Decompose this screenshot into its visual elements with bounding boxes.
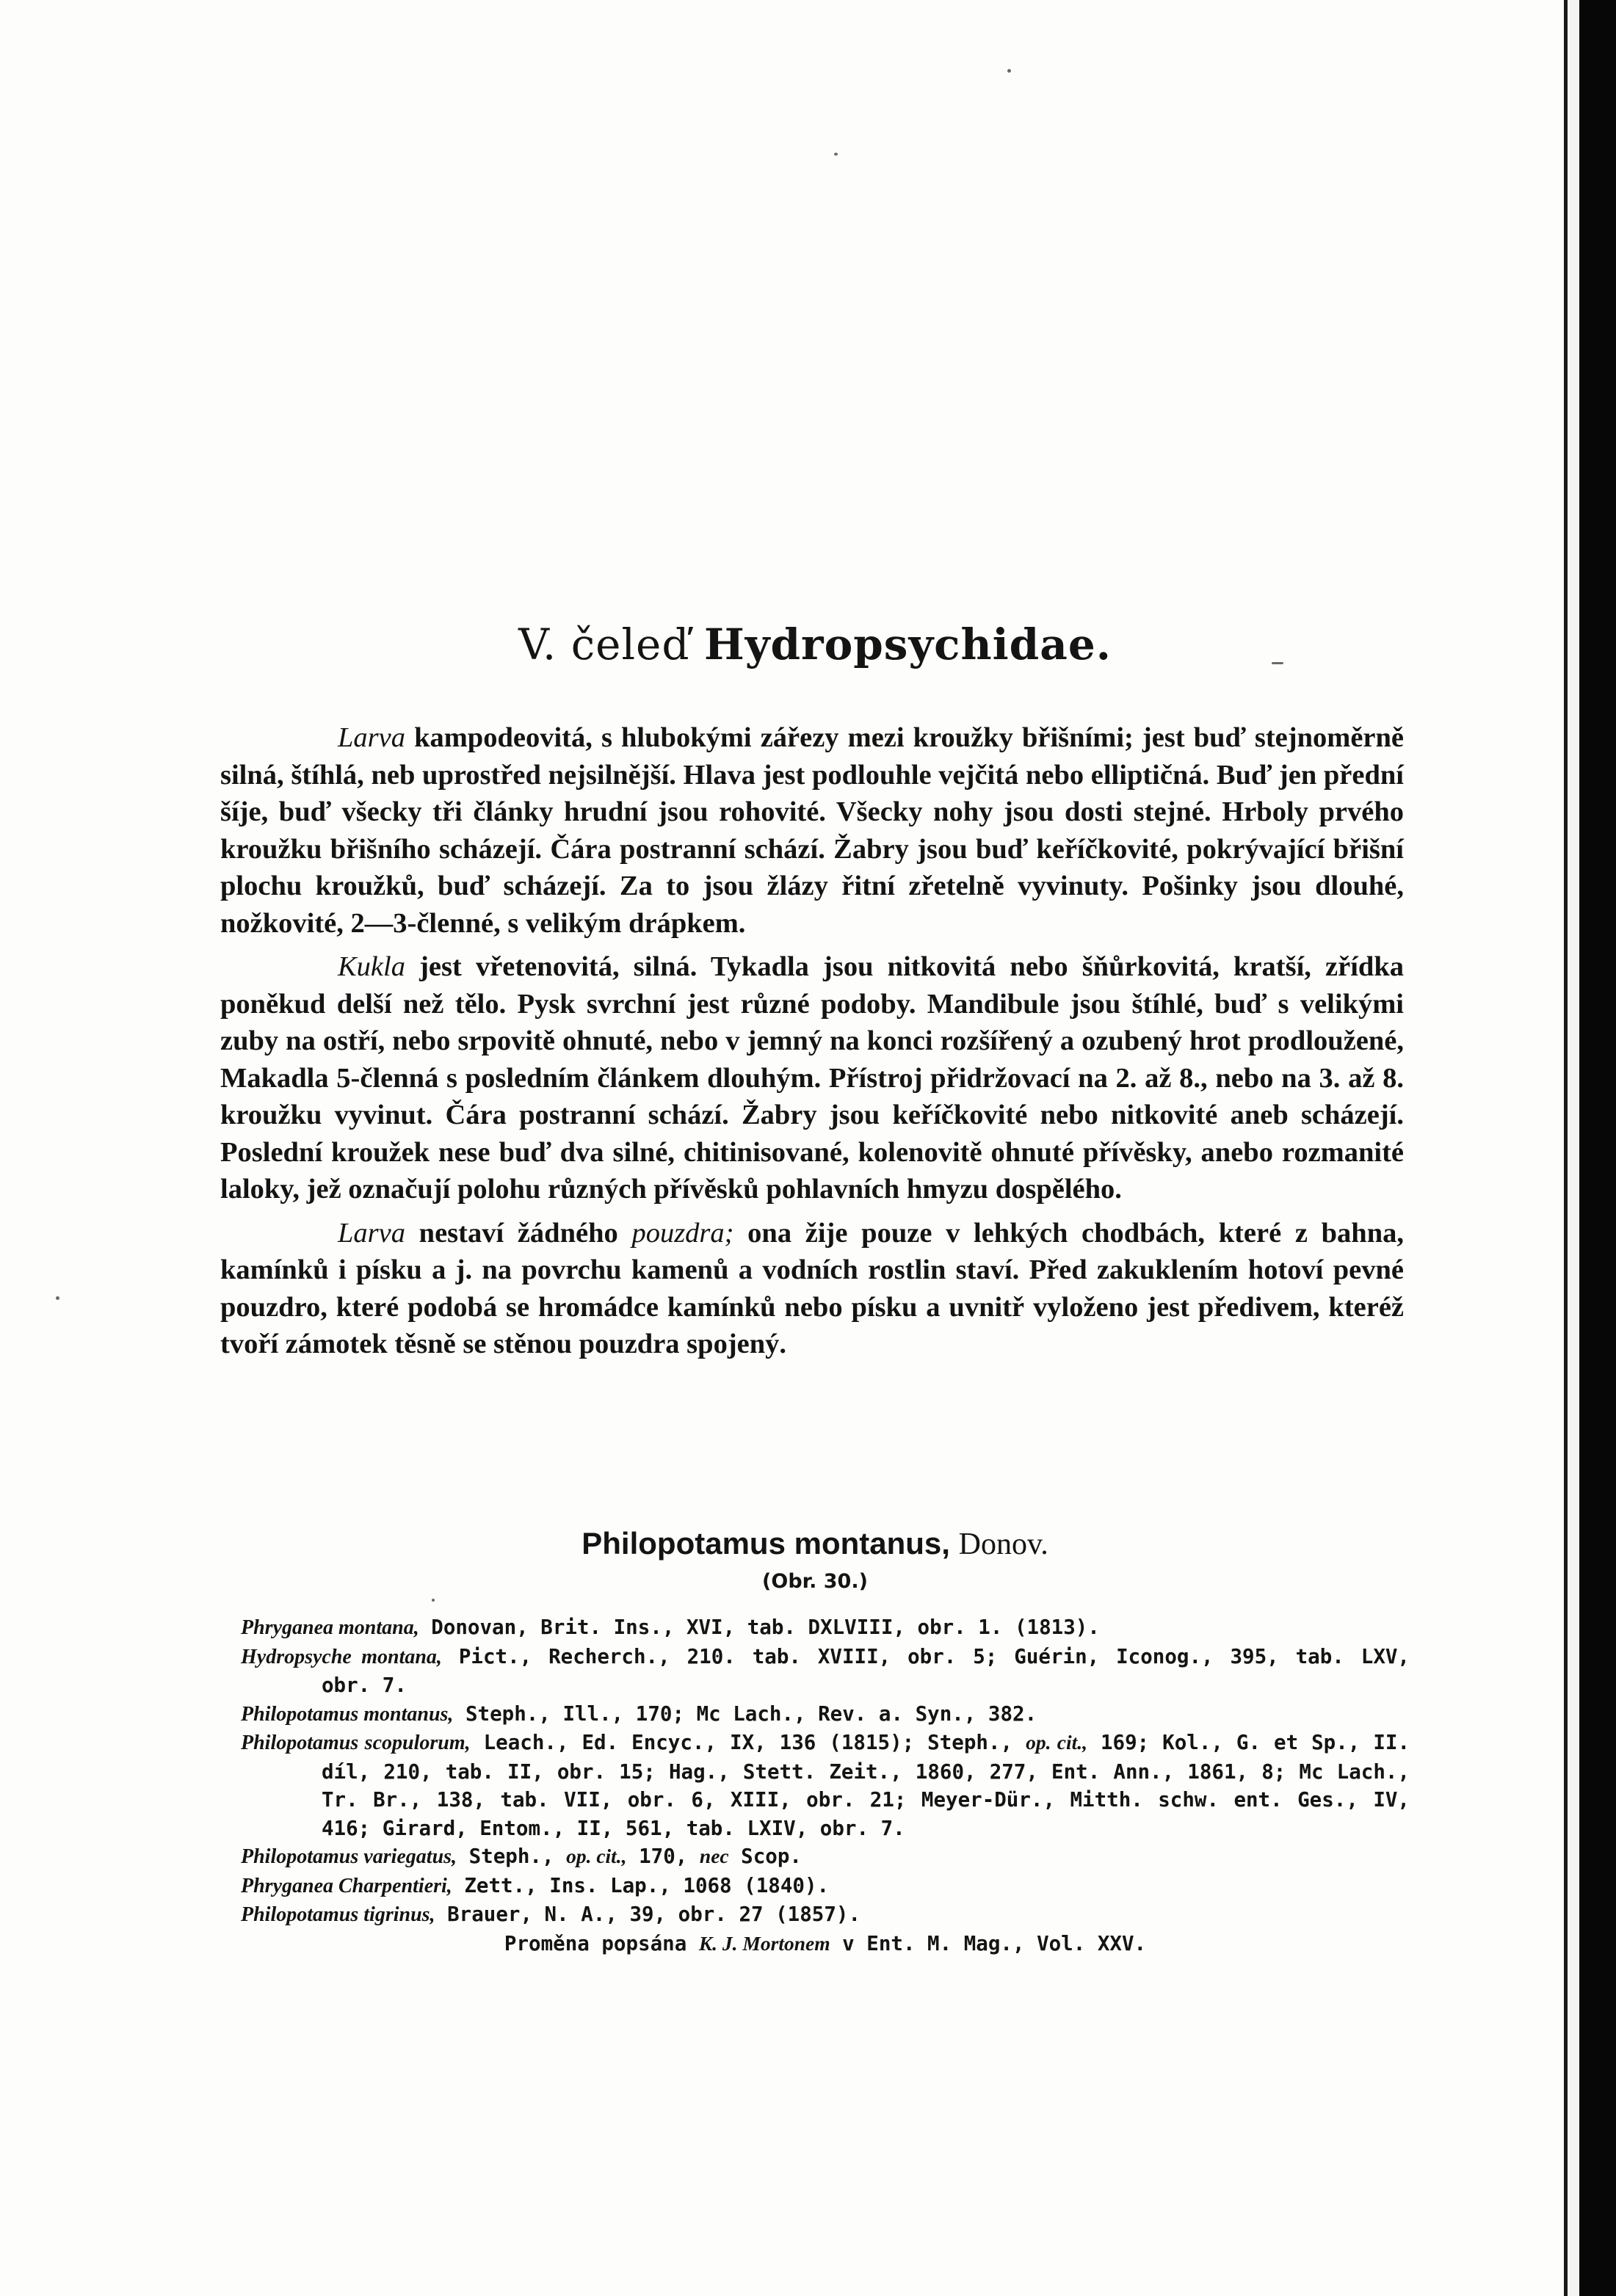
page-edge-gap (1568, 0, 1579, 2296)
synonym-citation: Pict., Recherch., 210. tab. XVIII, obr. 5; Guérin, Iconog., 395, tab. LXV, obr. 7. (322, 1644, 1410, 1697)
scan-speck (1007, 69, 1011, 73)
synonym-citation: 170, (626, 1845, 700, 1868)
synonym-citation: 169; Kol., G. et Sp., II. díl, 210, tab. II, obr. 15; Hag., Stett. Zeit., 1860, 277, Ent. Ann., 1861, 8; Mc Lach., Tr. Br., 138, tab. VII, obr. 6, XIII, obr. 21; Meyer-Dür., Mitth. schw. ent. Ges., IV, 416; Girard, Entom., II, 561, tab. LXIV, obr. 7. (322, 1731, 1410, 1840)
paragraph-lead: Kukla (338, 951, 405, 982)
larva-paragraph (220, 719, 1404, 942)
paragraph-text: kampodeovitá, s hlubokými zářezy mezi kroužky břišními; jest buď stejnoměrně silná, štíhlá, neb uprostřed nejsilnější. Hlava jest podlouhle vejčitá nebo elliptičná. Buď jen přední šíje, buď všecky tři články hrudní jsou rohovité. Všecky nohy jsou dosti stejné. Hrboly prvého kroužku břišního scházejí. Čára postranní schází. Žabry jsou buď keříčkovité, pokrývající břišní plochu kroužků, buď scházejí. Za to jsou žlázy řitní zřetelně vyvinuty. Pošinky jsou dlouhé, nožkovité, 2—3-členné, s velikým drápkem. (220, 722, 1404, 939)
pupa-paragraph (220, 948, 1404, 1208)
paragraph-text: jest vřetenovitá, silná. Tykadla jsou nitkovitá nebo šňůrkovitá, kratší, zřídka poněkud delší než tělo. Pysk svrchní jest různé podoby. Mandibule jsou štíhlé, buď s velikými zuby na ostří, nebo srpovitě ohnuté, nebo v jemný na konci rozšířený a ozubený hrot prodloužené, Makadla 5-členná s posledním článkem dlouhým. Přístroj přidržovací na 2. až 8., nebo na 3. až 8. kroužku vyvinut. Čára postranní schází. Žabry jsou keříčkovité nebo nitkovité aneb scházejí. Poslední kroužek nese buď dva silné, chitinisované, kolenovitě ohnuté přívěsky, anebo rozmanité laloky, jež označují polohu různých přívěsků pohlavních hmyzu dospělého. (220, 951, 1404, 1205)
synonym-entry (241, 1643, 1410, 1700)
scan-speck (834, 153, 838, 156)
synonym-citation: Scop. (728, 1845, 802, 1868)
species-author: Donov. (958, 1527, 1048, 1561)
paragraph-lead: Larva (338, 1217, 405, 1249)
family-name: Hydropsychidae. (703, 620, 1112, 669)
synonym-citation: Donovan, Brit. Ins., XVI, tab. DXLVIII, obr. 1. (1813). (419, 1616, 1100, 1639)
synonym-taxon: Philopotamus variegatus, (241, 1845, 457, 1868)
paragraph-text: nestaví žádného (405, 1217, 632, 1249)
figure-reference: (Obr. 30.) (762, 1570, 868, 1593)
family-description (220, 719, 1404, 1370)
scan-border (1579, 0, 1616, 2296)
synonym-entry (241, 1872, 1410, 1901)
synonym-citation: Steph., (457, 1845, 567, 1868)
synonym-entry (241, 1729, 1410, 1842)
note-text: v Ent. M. Mag., Vol. XXV. (830, 1931, 1147, 1955)
paragraph-text: ona žije pouze v lehkých chodbách, které z bahna, kamínků i písku a j. na povrchu kamenů a vodních rostlin staví. Před zakuklením hotoví pevné pouzdro, které podobá se hromádce kamínků nebo písku a uvnitř vyloženo jest předivem, kteréž tvoří zámotek těsně se stěnou pouzdra spojený. (220, 1217, 1404, 1359)
scan-speck (56, 1296, 59, 1300)
synonym-citation: Brauer, N. A., 39, obr. 27 (1857). (435, 1903, 861, 1926)
scan-speck (432, 1599, 435, 1602)
note-text: Proměna popsána (504, 1931, 699, 1955)
synonymy-list (241, 1613, 1410, 1958)
paragraph-lead: Larva (338, 722, 405, 753)
metamorphosis-note (241, 1930, 1410, 1958)
synonym-citation: Steph., Ill., 170; Mc Lach., Rev. a. Syn., 382. (453, 1701, 1037, 1726)
synonym-citation: Zett., Ins. Lap., 1068 (1840). (452, 1873, 830, 1897)
emphasis-word: pouzdra; (631, 1217, 734, 1249)
synonym-taxon: Hydropsyche montana, (241, 1645, 442, 1668)
synonym-citation: Leach., Ed. Encyc., IX, 136 (1815); Steph., (470, 1731, 1026, 1754)
synonym-taxon: Phryganea Charpentieri, (241, 1874, 452, 1897)
synonym-taxon: Philopotamus scopulorum, (241, 1732, 471, 1754)
species-name: Philopotamus montanus, (581, 1526, 950, 1561)
synonym-entry (241, 1900, 1410, 1930)
synonym-abbreviation: op. cit., (566, 1845, 627, 1867)
synonym-abbreviation: op. cit., (1026, 1731, 1087, 1754)
synonym-taxon: Philopotamus montanus, (241, 1702, 454, 1726)
synonym-taxon: Phryganea montana, (241, 1616, 419, 1639)
note-author: K. J. Mortonem (698, 1931, 830, 1955)
synonym-abbreviation: nec (699, 1845, 729, 1867)
case-paragraph (220, 1215, 1404, 1363)
section-heading (220, 615, 1410, 674)
synonym-entry (241, 1842, 1410, 1872)
synonym-entry (241, 1700, 1410, 1729)
synonym-taxon: Philopotamus tigrinus, (241, 1903, 435, 1926)
section-number: V. čeleď (518, 620, 690, 669)
synonym-entry (241, 1613, 1410, 1643)
species-heading (220, 1522, 1410, 1566)
